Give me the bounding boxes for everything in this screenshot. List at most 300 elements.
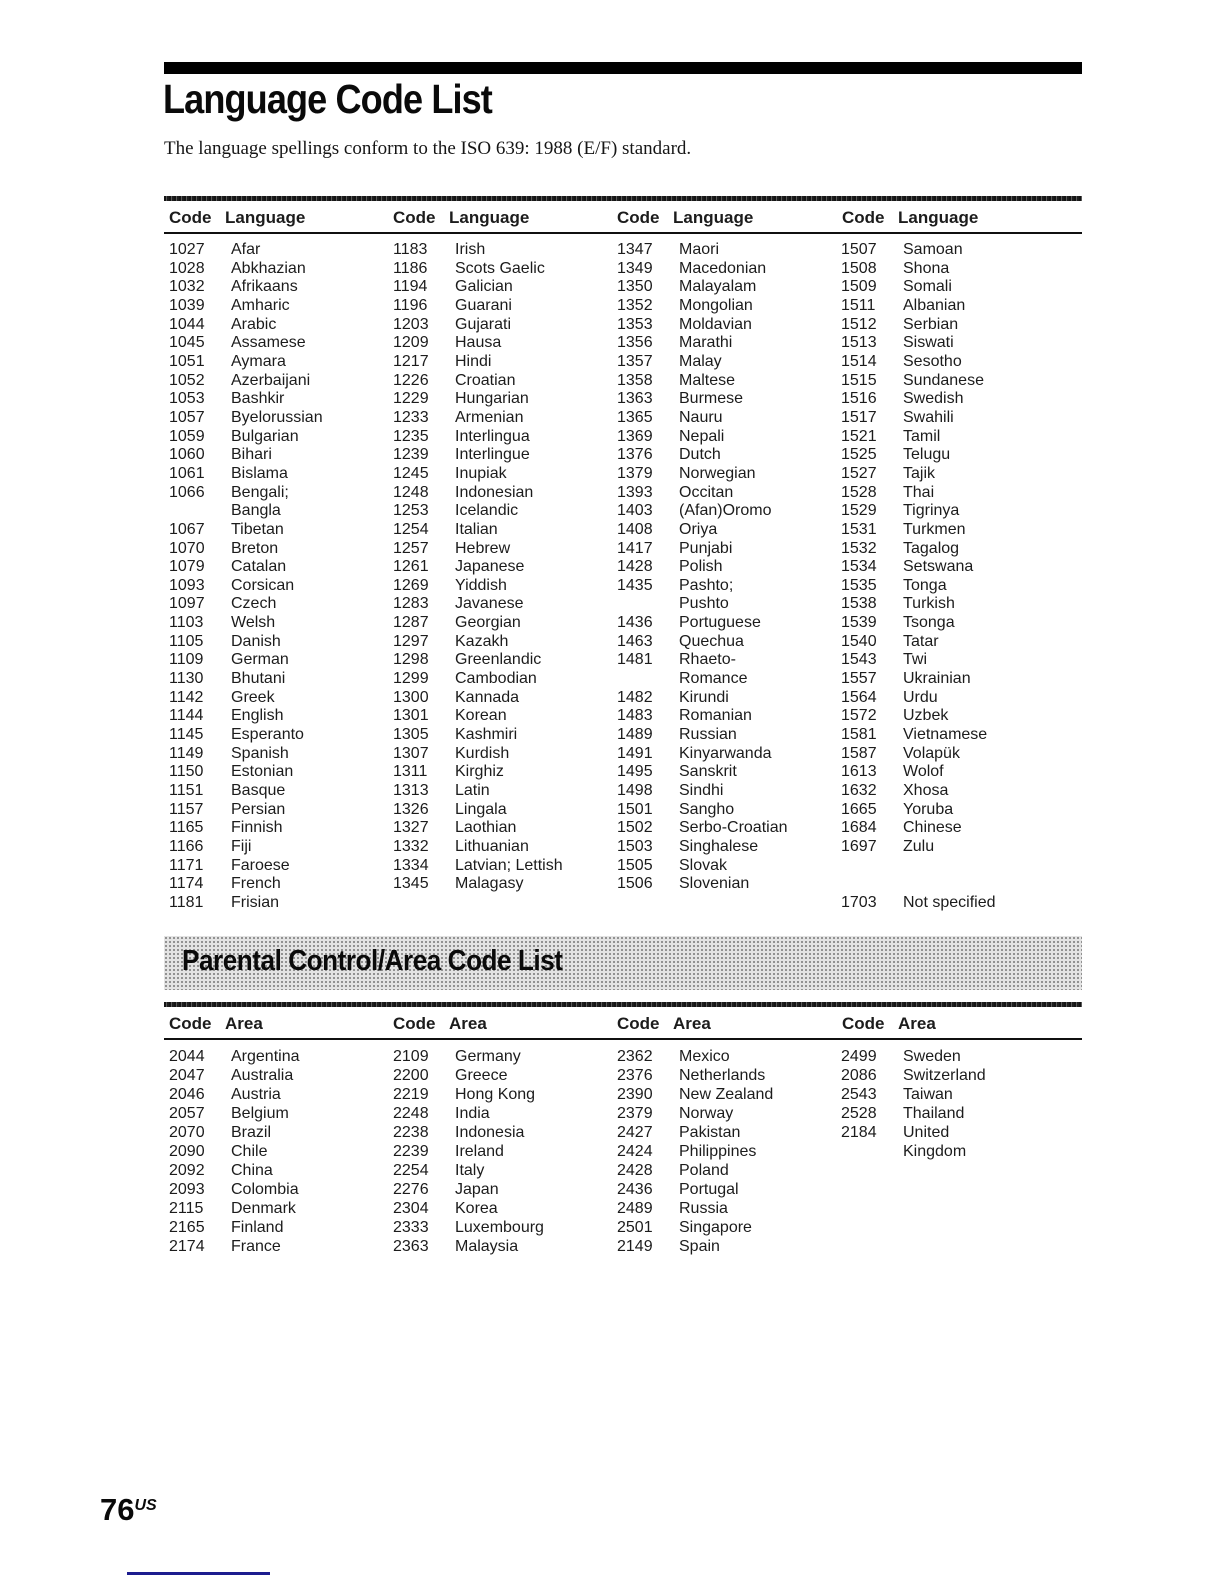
language-row: [169, 670, 393, 689]
name-cell: Croatian: [455, 371, 516, 389]
name-cell: Faroese: [231, 856, 290, 874]
language-row: [393, 260, 617, 279]
language-row: [169, 745, 393, 764]
language-row: [393, 651, 617, 670]
area-row: [393, 1218, 617, 1237]
name-cell: Korea: [455, 1200, 498, 1217]
code-cell: 1572: [841, 707, 877, 725]
code-cell: 1516: [841, 390, 877, 408]
language-row: [617, 763, 841, 782]
code-cell: 1557: [841, 670, 877, 688]
code-cell: 2149: [617, 1238, 653, 1255]
area-column-2: [393, 1047, 617, 1256]
language-row: [841, 521, 1065, 540]
parental-control-section-banner: [164, 936, 1082, 990]
language-row: [617, 372, 841, 391]
language-row: [841, 390, 1065, 409]
language-row: [617, 446, 841, 465]
language-row: [169, 875, 393, 894]
code-cell: 1495: [617, 763, 653, 781]
language-row: [841, 278, 1065, 297]
code-cell: 1103: [169, 614, 204, 632]
code-cell: 2046: [169, 1086, 205, 1103]
code-cell: 1463: [617, 632, 653, 650]
code-cell: 1186: [393, 259, 428, 277]
area-row: [841, 1066, 1065, 1085]
code-cell: 1363: [617, 390, 653, 408]
name-cell: Lithuanian: [455, 838, 529, 855]
code-cell: 1254: [393, 520, 429, 538]
language-row: [841, 614, 1065, 633]
code-cell: 1491: [617, 744, 653, 762]
language-row: [393, 372, 617, 391]
name-cell: Portugal: [679, 1181, 739, 1198]
code-cell: 1326: [393, 800, 429, 818]
code-cell: 1248: [393, 483, 429, 501]
name-cell: Rhaeto-: [679, 651, 736, 669]
name-cell: Belgium: [231, 1105, 289, 1122]
code-header: Code: [842, 208, 885, 227]
name-cell: Hong Kong: [455, 1086, 536, 1103]
name-cell: Hausa: [455, 334, 502, 352]
language-row: [393, 819, 617, 838]
code-cell: 1564: [841, 688, 877, 706]
code-cell: 2362: [617, 1048, 653, 1065]
name-cell: Corsican: [231, 576, 295, 594]
code-cell: 1332: [393, 838, 429, 855]
area-row: [617, 1199, 841, 1218]
code-cell: 1587: [841, 744, 877, 762]
name-cell: Pashto;: [679, 576, 734, 594]
name-cell: Bislama: [231, 464, 288, 482]
language-row: [169, 484, 393, 503]
name-cell: Quechua: [679, 632, 744, 650]
name-cell: Javanese: [455, 595, 524, 613]
code-cell: 1261: [393, 558, 429, 576]
area-row: [393, 1085, 617, 1104]
name-cell: Urdu: [903, 688, 938, 706]
area-header: Area: [225, 1014, 263, 1033]
language-row: [841, 819, 1065, 838]
code-cell: 2427: [617, 1124, 653, 1141]
name-cell: Albanian: [903, 296, 966, 314]
code-cell: 1543: [841, 651, 877, 669]
code-cell: 2165: [169, 1219, 205, 1236]
name-cell: Italian: [455, 520, 498, 538]
language-table-body: [164, 234, 1082, 913]
language-row: [393, 875, 617, 894]
code-cell: 1045: [169, 334, 205, 352]
name-cell: Welsh: [231, 614, 276, 632]
code-cell: 1703: [841, 893, 877, 911]
code-cell: 1149: [169, 744, 204, 762]
code-cell: 1350: [617, 278, 653, 296]
language-header: Language: [225, 208, 306, 227]
footer-underline: [127, 1572, 270, 1575]
code-header: Code: [617, 208, 660, 227]
language-row: [169, 707, 393, 726]
name-cell: Malay: [679, 352, 722, 370]
area-row: [169, 1085, 393, 1104]
language-row: [617, 819, 841, 838]
area-row: [617, 1123, 841, 1142]
name-cell: Latvian; Lettish: [455, 856, 563, 874]
area-row: [617, 1047, 841, 1066]
name-cell: Catalan: [231, 558, 287, 576]
language-row: [393, 763, 617, 782]
language-row: [617, 577, 841, 596]
code-header: Code: [393, 1014, 436, 1033]
code-cell: 1357: [617, 352, 653, 370]
code-cell: 2499: [841, 1048, 877, 1065]
code-cell: 1299: [393, 670, 429, 688]
code-cell: 2093: [169, 1181, 205, 1198]
code-cell: 2436: [617, 1181, 653, 1198]
code-cell: 1053: [169, 390, 205, 408]
column-header: [842, 1014, 936, 1034]
name-cell: Sangho: [679, 800, 735, 818]
code-cell: 1665: [841, 800, 877, 818]
code-cell: 1226: [393, 371, 429, 389]
name-cell: Slovenian: [679, 875, 750, 893]
name-cell: China: [231, 1162, 273, 1179]
code-cell: 1301: [393, 707, 429, 725]
area-row: [169, 1161, 393, 1180]
area-row: [169, 1218, 393, 1237]
code-cell: 1327: [393, 819, 429, 837]
name-cell: Interlingue: [455, 446, 530, 464]
language-row: [169, 651, 393, 670]
language-row: [393, 465, 617, 484]
name-cell: Aymara: [231, 352, 286, 370]
code-cell: 1534: [841, 558, 877, 576]
language-row: [169, 428, 393, 447]
language-row: [841, 446, 1065, 465]
area-row: [393, 1237, 617, 1256]
code-cell: 2424: [617, 1143, 653, 1160]
language-row: [841, 502, 1065, 521]
code-cell: 1070: [169, 539, 205, 557]
code-cell: 1028: [169, 259, 205, 277]
code-cell: 2219: [393, 1086, 429, 1103]
language-row: [169, 521, 393, 540]
name-cell: Icelandic: [455, 502, 519, 520]
language-row: [393, 278, 617, 297]
area-column-3: [617, 1047, 841, 1256]
code-cell: 2333: [393, 1219, 429, 1236]
name-cell: Dutch: [679, 446, 721, 464]
language-row: [617, 334, 841, 353]
area-row: [393, 1104, 617, 1123]
name-cell: Zulu: [903, 838, 935, 855]
name-cell: Philippines: [679, 1143, 757, 1160]
code-cell: 1027: [169, 241, 205, 258]
code-cell: 1515: [841, 371, 877, 389]
code-cell: 1171: [169, 856, 204, 874]
name-cell: Xhosa: [903, 782, 949, 800]
section-divider-bar: [164, 62, 1082, 74]
name-cell: Ukrainian: [903, 670, 971, 688]
code-cell: 1298: [393, 651, 429, 669]
code-cell: 1436: [617, 614, 653, 632]
code-cell: 2379: [617, 1105, 653, 1122]
area-row: [617, 1218, 841, 1237]
area-column-1: [169, 1047, 393, 1256]
name-cell: Interlingua: [455, 427, 530, 445]
name-cell: Luxembourg: [455, 1219, 544, 1236]
name-cell: Sesotho: [903, 352, 962, 370]
language-row: [617, 278, 841, 297]
page-number-region-suffix: US: [134, 1497, 157, 1514]
name-cell: Czech: [231, 595, 277, 613]
name-cell: Switzerland: [903, 1067, 986, 1084]
code-cell: 1540: [841, 632, 877, 650]
language-row: [617, 521, 841, 540]
language-row: [841, 260, 1065, 279]
name-cell: Danish: [231, 632, 281, 650]
code-cell: 1521: [841, 427, 877, 445]
code-cell: 1512: [841, 315, 877, 333]
code-cell: 2428: [617, 1162, 653, 1179]
name-cell: Samoan: [903, 241, 963, 258]
language-row: [169, 446, 393, 465]
language-row: [393, 446, 617, 465]
code-cell: 2248: [393, 1105, 429, 1122]
language-header: Language: [449, 208, 530, 227]
name-cell: Germany: [455, 1048, 521, 1065]
language-row: [169, 316, 393, 335]
code-cell: 1517: [841, 408, 877, 426]
code-cell: 1483: [617, 707, 653, 725]
code-cell: 1283: [393, 595, 429, 613]
name-cell: Serbian: [903, 315, 959, 333]
code-cell: 2239: [393, 1143, 429, 1160]
code-cell: 1130: [169, 670, 204, 688]
name-cell: Fiji: [231, 838, 252, 855]
language-row: [169, 801, 393, 820]
language-row: [841, 353, 1065, 372]
language-column-4: [841, 241, 1065, 913]
area-row: [393, 1142, 617, 1161]
language-row: [169, 409, 393, 428]
code-cell: 1532: [841, 539, 877, 557]
language-row: [393, 633, 617, 652]
code-cell: 1501: [617, 800, 653, 818]
language-row: [841, 316, 1065, 335]
name-cell: Ireland: [455, 1143, 504, 1160]
language-row: [393, 801, 617, 820]
language-row: [617, 745, 841, 764]
code-cell: 2115: [169, 1200, 204, 1217]
code-cell: 1513: [841, 334, 877, 352]
name-cell: Mongolian: [679, 296, 753, 314]
code-cell: 1509: [841, 278, 877, 296]
code-cell: 2086: [841, 1067, 877, 1084]
code-cell: 1233: [393, 408, 429, 426]
language-row: [393, 390, 617, 409]
name-cell: Serbo-Croatian: [679, 819, 788, 837]
name-cell: Frisian: [231, 893, 280, 911]
code-cell: 1502: [617, 819, 653, 837]
code-cell: 1531: [841, 520, 877, 538]
language-row: [617, 353, 841, 372]
language-row: [841, 409, 1065, 428]
code-cell: 1345: [393, 875, 429, 893]
code-cell: 1511: [841, 296, 876, 314]
name-cell: Japanese: [455, 558, 525, 576]
code-cell: 1151: [169, 782, 204, 800]
area-row: [617, 1085, 841, 1104]
name-cell: Telugu: [903, 446, 951, 464]
language-row: [841, 540, 1065, 559]
name-cell: Swedish: [903, 390, 964, 408]
code-cell: 1067: [169, 520, 205, 538]
language-row: [617, 484, 841, 503]
code-cell: 1613: [841, 763, 877, 781]
code-cell: 1505: [617, 856, 653, 874]
language-row: [169, 857, 393, 876]
code-cell: 1482: [617, 688, 653, 706]
name-cell: Tibetan: [231, 520, 284, 538]
language-row: [169, 633, 393, 652]
language-row: [841, 595, 1065, 614]
language-row: [169, 260, 393, 279]
code-cell: 1203: [393, 315, 429, 333]
code-cell: 1060: [169, 446, 205, 464]
code-cell: 1297: [393, 632, 429, 650]
language-row: [393, 316, 617, 335]
code-cell: 2238: [393, 1124, 429, 1141]
name-cell: Bengali;: [231, 483, 289, 501]
name-cell: Wolof: [903, 763, 944, 781]
language-row: [169, 595, 393, 614]
name-cell: French: [231, 875, 281, 893]
code-header: Code: [393, 208, 436, 227]
code-cell: 1503: [617, 838, 653, 855]
name-cell: Laothian: [455, 819, 517, 837]
area-header: Area: [898, 1014, 936, 1033]
language-row: [841, 838, 1065, 857]
code-cell: 1183: [393, 241, 428, 258]
language-row: [169, 577, 393, 596]
language-row: [617, 689, 841, 708]
code-cell: 1307: [393, 744, 429, 762]
column-header: [617, 1014, 711, 1034]
code-header: Code: [842, 1014, 885, 1033]
code-cell: 2184: [841, 1124, 877, 1141]
name-cell: Vietnamese: [903, 726, 988, 744]
area-row: [617, 1161, 841, 1180]
code-cell: 1489: [617, 726, 653, 744]
name-cell: Austria: [231, 1086, 281, 1103]
language-row: [393, 353, 617, 372]
language-row: [617, 540, 841, 559]
code-cell: 1581: [841, 726, 877, 744]
language-row: [617, 857, 841, 876]
code-cell: 1174: [169, 875, 204, 893]
name-cell: Denmark: [231, 1200, 296, 1217]
name-cell: Gujarati: [455, 315, 512, 333]
code-cell: 2363: [393, 1238, 429, 1255]
area-row: [169, 1123, 393, 1142]
language-row: [841, 763, 1065, 782]
code-cell: 1408: [617, 520, 653, 538]
code-cell: 1538: [841, 595, 877, 613]
language-row: [617, 502, 841, 521]
name-cell: Finland: [231, 1219, 284, 1236]
language-row: [169, 465, 393, 484]
name-cell: Occitan: [679, 483, 734, 501]
name-cell: Nauru: [679, 408, 723, 426]
name-cell: Greek: [231, 688, 275, 706]
name-cell: Greenlandic: [455, 651, 542, 669]
name-cell: Bhutani: [231, 670, 286, 688]
language-row: [841, 801, 1065, 820]
code-cell: 1144: [169, 707, 204, 725]
language-row: [841, 707, 1065, 726]
language-row: [393, 745, 617, 764]
name-cell: Punjabi: [679, 539, 733, 557]
language-row: [393, 484, 617, 503]
name-cell: Twi: [903, 651, 927, 669]
code-cell: 1508: [841, 259, 877, 277]
name-cell: Chinese: [903, 819, 962, 837]
name-cell: Georgian: [455, 614, 521, 632]
code-cell: 1535: [841, 576, 877, 594]
code-cell: 1481: [617, 651, 653, 669]
name-cell: Singapore: [679, 1219, 752, 1236]
code-cell: 1229: [393, 390, 429, 408]
name-cell: Russian: [679, 726, 737, 744]
code-cell: 2174: [169, 1238, 205, 1255]
language-row: [617, 633, 841, 652]
language-row: [393, 297, 617, 316]
code-cell: 1039: [169, 296, 205, 314]
code-cell: 1269: [393, 576, 429, 594]
code-cell: 1334: [393, 856, 429, 874]
language-row: [169, 372, 393, 391]
code-cell: 1257: [393, 539, 429, 557]
name-cell: German: [231, 651, 289, 669]
parental-section-title: Parental Control/Area Code List: [182, 945, 563, 977]
name-cell: (Afan)Oromo: [679, 502, 772, 520]
name-cell: Somali: [903, 278, 952, 296]
name-cell: Pushto: [679, 595, 729, 613]
name-cell: Tatar: [903, 632, 939, 650]
code-cell: 1435: [617, 576, 653, 594]
name-cell: France: [231, 1238, 281, 1255]
language-row: [841, 334, 1065, 353]
language-row: [169, 502, 393, 521]
name-cell: Macedonian: [679, 259, 767, 277]
name-cell: Mexico: [679, 1048, 730, 1065]
name-cell: Sanskrit: [679, 763, 737, 781]
language-row: [393, 857, 617, 876]
area-row: [393, 1066, 617, 1085]
code-header: Code: [169, 1014, 212, 1033]
name-cell: Kirundi: [679, 688, 729, 706]
name-cell: Bashkir: [231, 390, 285, 408]
name-cell: Basque: [231, 782, 286, 800]
code-cell: 1376: [617, 446, 653, 464]
language-row: [617, 297, 841, 316]
code-cell: 1428: [617, 558, 653, 576]
language-row: [841, 241, 1065, 260]
code-cell: 1353: [617, 315, 653, 333]
language-row: [841, 651, 1065, 670]
area-row: [169, 1237, 393, 1256]
code-cell: 1287: [393, 614, 429, 632]
